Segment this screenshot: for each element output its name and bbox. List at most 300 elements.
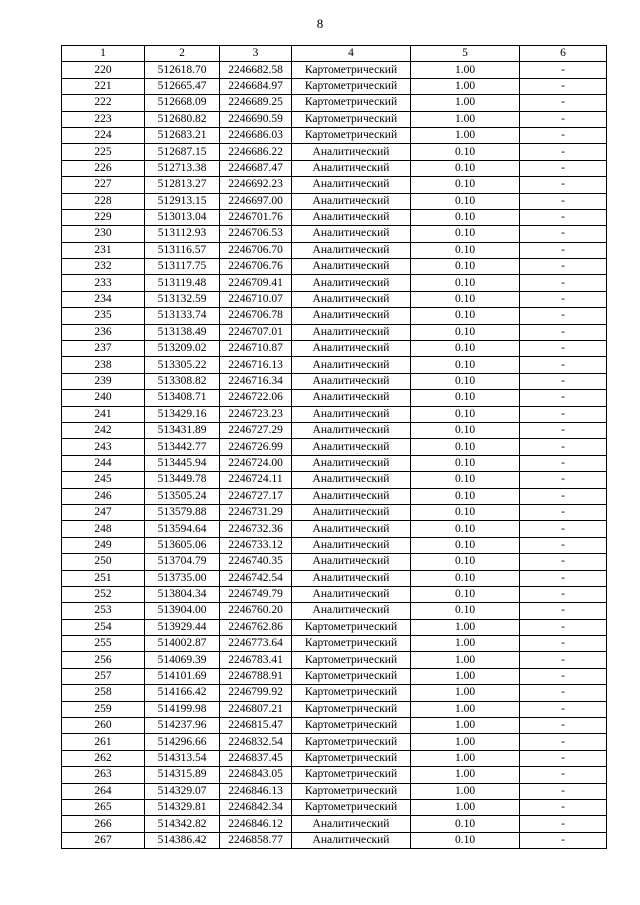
table-row [62, 406, 607, 422]
note-cell: - [520, 767, 607, 783]
x-coordinate-cell: 513594.64 [145, 521, 220, 537]
y-coordinate-cell: 2246724.11 [220, 472, 292, 488]
method-cell: Аналитический [292, 226, 411, 242]
y-coordinate-cell: 2246716.34 [220, 373, 292, 389]
y-coordinate-cell: 2246722.06 [220, 390, 292, 406]
y-coordinate-cell: 2246832.54 [220, 734, 292, 750]
note-cell: - [520, 652, 607, 668]
note-cell: - [520, 291, 607, 307]
x-coordinate-cell: 512680.82 [145, 111, 220, 127]
y-coordinate-cell: 2246723.23 [220, 406, 292, 422]
table-header [62, 46, 607, 62]
y-coordinate-cell: 2246843.05 [220, 767, 292, 783]
table-row [62, 111, 607, 127]
point-number-cell: 224 [62, 127, 145, 143]
method-cell: Аналитический [292, 504, 411, 520]
table-row [62, 324, 607, 340]
y-coordinate-cell: 2246842.34 [220, 799, 292, 815]
y-coordinate-cell: 2246690.59 [220, 111, 292, 127]
table-body [62, 62, 607, 849]
x-coordinate-cell: 513442.77 [145, 439, 220, 455]
point-number-cell: 220 [62, 62, 145, 78]
table-row [62, 472, 607, 488]
method-cell: Аналитический [292, 406, 411, 422]
method-cell: Картометрический [292, 701, 411, 717]
table-row [62, 62, 607, 78]
note-cell: - [520, 750, 607, 766]
y-coordinate-cell: 2246706.76 [220, 259, 292, 275]
method-cell: Аналитический [292, 488, 411, 504]
note-cell: - [520, 701, 607, 717]
table-row [62, 144, 607, 160]
note-cell: - [520, 308, 607, 324]
note-cell: - [520, 832, 607, 848]
method-cell: Картометрический [292, 62, 411, 78]
method-cell: Аналитический [292, 554, 411, 570]
point-number-cell: 231 [62, 242, 145, 258]
note-cell: - [520, 144, 607, 160]
method-cell: Картометрический [292, 652, 411, 668]
point-number-cell: 265 [62, 799, 145, 815]
table-row [62, 668, 607, 684]
note-cell: - [520, 160, 607, 176]
y-coordinate-cell: 2246716.13 [220, 357, 292, 373]
accuracy-cell: 0.10 [411, 570, 520, 586]
point-number-cell: 249 [62, 537, 145, 553]
x-coordinate-cell: 513804.34 [145, 586, 220, 602]
y-coordinate-cell: 2246733.12 [220, 537, 292, 553]
accuracy-cell: 1.00 [411, 111, 520, 127]
method-cell: Картометрический [292, 718, 411, 734]
table-row [62, 193, 607, 209]
point-number-cell: 236 [62, 324, 145, 340]
note-cell: - [520, 799, 607, 815]
note-cell: - [520, 537, 607, 553]
x-coordinate-cell: 512687.15 [145, 144, 220, 160]
method-cell: Аналитический [292, 209, 411, 225]
accuracy-cell: 0.10 [411, 341, 520, 357]
y-coordinate-cell: 2246706.53 [220, 226, 292, 242]
accuracy-cell: 0.10 [411, 275, 520, 291]
table-row [62, 799, 607, 815]
method-cell: Аналитический [292, 193, 411, 209]
accuracy-cell: 0.10 [411, 554, 520, 570]
point-number-cell: 267 [62, 832, 145, 848]
y-coordinate-cell: 2246773.64 [220, 636, 292, 652]
note-cell: - [520, 78, 607, 94]
y-coordinate-cell: 2246799.92 [220, 685, 292, 701]
x-coordinate-cell: 513112.93 [145, 226, 220, 242]
point-number-cell: 232 [62, 259, 145, 275]
accuracy-cell: 0.10 [411, 504, 520, 520]
note-cell: - [520, 324, 607, 340]
accuracy-cell: 0.10 [411, 160, 520, 176]
method-cell: Аналитический [292, 324, 411, 340]
note-cell: - [520, 422, 607, 438]
x-coordinate-cell: 513449.78 [145, 472, 220, 488]
accuracy-cell: 1.00 [411, 799, 520, 815]
accuracy-cell: 1.00 [411, 767, 520, 783]
y-coordinate-cell: 2246710.07 [220, 291, 292, 307]
table-row [62, 160, 607, 176]
point-number-cell: 246 [62, 488, 145, 504]
method-cell: Аналитический [292, 291, 411, 307]
note-cell: - [520, 127, 607, 143]
x-coordinate-cell: 512713.38 [145, 160, 220, 176]
point-number-cell: 252 [62, 586, 145, 602]
x-coordinate-cell: 512668.09 [145, 95, 220, 111]
point-number-cell: 229 [62, 209, 145, 225]
x-coordinate-cell: 514199.98 [145, 701, 220, 717]
x-coordinate-cell: 513138.49 [145, 324, 220, 340]
table-row [62, 619, 607, 635]
point-number-cell: 225 [62, 144, 145, 160]
table-row [62, 275, 607, 291]
method-cell: Аналитический [292, 455, 411, 471]
x-coordinate-cell: 514329.81 [145, 799, 220, 815]
method-cell: Картометрический [292, 783, 411, 799]
accuracy-cell: 1.00 [411, 62, 520, 78]
table-row [62, 521, 607, 537]
x-coordinate-cell: 513209.02 [145, 341, 220, 357]
accuracy-cell: 1.00 [411, 636, 520, 652]
note-cell: - [520, 521, 607, 537]
method-cell: Аналитический [292, 586, 411, 602]
note-cell: - [520, 62, 607, 78]
table-row [62, 341, 607, 357]
accuracy-cell: 0.10 [411, 226, 520, 242]
x-coordinate-cell: 513704.79 [145, 554, 220, 570]
accuracy-cell: 1.00 [411, 734, 520, 750]
accuracy-cell: 0.10 [411, 209, 520, 225]
x-coordinate-cell: 513429.16 [145, 406, 220, 422]
point-number-cell: 242 [62, 422, 145, 438]
accuracy-cell: 1.00 [411, 619, 520, 635]
y-coordinate-cell: 2246742.54 [220, 570, 292, 586]
point-number-cell: 266 [62, 816, 145, 832]
y-coordinate-cell: 2246689.25 [220, 95, 292, 111]
accuracy-cell: 0.10 [411, 308, 520, 324]
table-row [62, 439, 607, 455]
y-coordinate-cell: 2246727.29 [220, 422, 292, 438]
point-number-cell: 234 [62, 291, 145, 307]
y-coordinate-cell: 2246837.45 [220, 750, 292, 766]
method-cell: Картометрический [292, 799, 411, 815]
accuracy-cell: 1.00 [411, 718, 520, 734]
note-cell: - [520, 111, 607, 127]
accuracy-cell: 1.00 [411, 783, 520, 799]
x-coordinate-cell: 512813.27 [145, 177, 220, 193]
x-coordinate-cell: 514313.54 [145, 750, 220, 766]
table-row [62, 816, 607, 832]
method-cell: Аналитический [292, 390, 411, 406]
method-cell: Аналитический [292, 357, 411, 373]
x-coordinate-cell: 514342.82 [145, 816, 220, 832]
method-cell: Аналитический [292, 439, 411, 455]
note-cell: - [520, 373, 607, 389]
x-coordinate-cell: 513119.48 [145, 275, 220, 291]
accuracy-cell: 0.10 [411, 455, 520, 471]
accuracy-cell: 0.10 [411, 373, 520, 389]
column-header: 6 [520, 46, 607, 62]
y-coordinate-cell: 2246706.78 [220, 308, 292, 324]
y-coordinate-cell: 2246749.79 [220, 586, 292, 602]
x-coordinate-cell: 514386.42 [145, 832, 220, 848]
point-number-cell: 239 [62, 373, 145, 389]
method-cell: Картометрический [292, 619, 411, 635]
note-cell: - [520, 570, 607, 586]
accuracy-cell: 0.10 [411, 472, 520, 488]
y-coordinate-cell: 2246807.21 [220, 701, 292, 717]
x-coordinate-cell: 513929.44 [145, 619, 220, 635]
y-coordinate-cell: 2246858.77 [220, 832, 292, 848]
note-cell: - [520, 472, 607, 488]
method-cell: Картометрический [292, 750, 411, 766]
y-coordinate-cell: 2246740.35 [220, 554, 292, 570]
point-number-cell: 262 [62, 750, 145, 766]
accuracy-cell: 1.00 [411, 750, 520, 766]
method-cell: Картометрический [292, 767, 411, 783]
accuracy-cell: 0.10 [411, 406, 520, 422]
x-coordinate-cell: 512683.21 [145, 127, 220, 143]
table-row [62, 750, 607, 766]
column-header: 2 [145, 46, 220, 62]
accuracy-cell: 0.10 [411, 291, 520, 307]
column-header: 1 [62, 46, 145, 62]
point-number-cell: 248 [62, 521, 145, 537]
x-coordinate-cell: 512618.70 [145, 62, 220, 78]
y-coordinate-cell: 2246815.47 [220, 718, 292, 734]
y-coordinate-cell: 2246706.70 [220, 242, 292, 258]
header-row [62, 46, 607, 62]
method-cell: Аналитический [292, 472, 411, 488]
method-cell: Картометрический [292, 111, 411, 127]
x-coordinate-cell: 513431.89 [145, 422, 220, 438]
table-row [62, 767, 607, 783]
x-coordinate-cell: 513904.00 [145, 603, 220, 619]
y-coordinate-cell: 2246684.97 [220, 78, 292, 94]
accuracy-cell: 0.10 [411, 193, 520, 209]
note-cell: - [520, 603, 607, 619]
note-cell: - [520, 455, 607, 471]
y-coordinate-cell: 2246686.03 [220, 127, 292, 143]
x-coordinate-cell: 513308.82 [145, 373, 220, 389]
note-cell: - [520, 275, 607, 291]
y-coordinate-cell: 2246726.99 [220, 439, 292, 455]
x-coordinate-cell: 514329.07 [145, 783, 220, 799]
method-cell: Аналитический [292, 816, 411, 832]
accuracy-cell: 0.10 [411, 357, 520, 373]
method-cell: Аналитический [292, 242, 411, 258]
note-cell: - [520, 439, 607, 455]
y-coordinate-cell: 2246732.36 [220, 521, 292, 537]
table-row [62, 78, 607, 94]
note-cell: - [520, 668, 607, 684]
table-row [62, 308, 607, 324]
accuracy-cell: 0.10 [411, 586, 520, 602]
table-row [62, 291, 607, 307]
method-cell: Аналитический [292, 537, 411, 553]
note-cell: - [520, 226, 607, 242]
note-cell: - [520, 242, 607, 258]
column-header: 4 [292, 46, 411, 62]
x-coordinate-cell: 512913.15 [145, 193, 220, 209]
point-number-cell: 260 [62, 718, 145, 734]
note-cell: - [520, 193, 607, 209]
accuracy-cell: 0.10 [411, 324, 520, 340]
table-row [62, 488, 607, 504]
y-coordinate-cell: 2246709.41 [220, 275, 292, 291]
accuracy-cell: 1.00 [411, 95, 520, 111]
accuracy-cell: 0.10 [411, 603, 520, 619]
y-coordinate-cell: 2246788.91 [220, 668, 292, 684]
method-cell: Аналитический [292, 422, 411, 438]
point-number-cell: 258 [62, 685, 145, 701]
method-cell: Аналитический [292, 275, 411, 291]
y-coordinate-cell: 2246724.00 [220, 455, 292, 471]
method-cell: Аналитический [292, 521, 411, 537]
y-coordinate-cell: 2246682.58 [220, 62, 292, 78]
note-cell: - [520, 95, 607, 111]
method-cell: Аналитический [292, 160, 411, 176]
x-coordinate-cell: 513132.59 [145, 291, 220, 307]
point-number-cell: 264 [62, 783, 145, 799]
x-coordinate-cell: 513735.00 [145, 570, 220, 586]
accuracy-cell: 0.10 [411, 439, 520, 455]
y-coordinate-cell: 2246701.76 [220, 209, 292, 225]
point-number-cell: 254 [62, 619, 145, 635]
y-coordinate-cell: 2246686.22 [220, 144, 292, 160]
accuracy-cell: 0.10 [411, 259, 520, 275]
table-row [62, 685, 607, 701]
y-coordinate-cell: 2246846.13 [220, 783, 292, 799]
x-coordinate-cell: 514069.39 [145, 652, 220, 668]
x-coordinate-cell: 512665.47 [145, 78, 220, 94]
accuracy-cell: 0.10 [411, 488, 520, 504]
x-coordinate-cell: 514237.96 [145, 718, 220, 734]
point-number-cell: 255 [62, 636, 145, 652]
x-coordinate-cell: 513605.06 [145, 537, 220, 553]
method-cell: Аналитический [292, 570, 411, 586]
note-cell: - [520, 406, 607, 422]
note-cell: - [520, 685, 607, 701]
accuracy-cell: 0.10 [411, 177, 520, 193]
point-number-cell: 223 [62, 111, 145, 127]
table-row [62, 586, 607, 602]
method-cell: Аналитический [292, 259, 411, 275]
x-coordinate-cell: 514296.66 [145, 734, 220, 750]
point-number-cell: 240 [62, 390, 145, 406]
table-row [62, 177, 607, 193]
y-coordinate-cell: 2246697.00 [220, 193, 292, 209]
note-cell: - [520, 554, 607, 570]
table-row [62, 554, 607, 570]
y-coordinate-cell: 2246760.20 [220, 603, 292, 619]
column-header: 5 [411, 46, 520, 62]
accuracy-cell: 0.10 [411, 521, 520, 537]
point-number-cell: 247 [62, 504, 145, 520]
table-row [62, 832, 607, 848]
x-coordinate-cell: 513133.74 [145, 308, 220, 324]
point-number-cell: 250 [62, 554, 145, 570]
method-cell: Картометрический [292, 685, 411, 701]
point-number-cell: 259 [62, 701, 145, 717]
table-row [62, 652, 607, 668]
accuracy-cell: 1.00 [411, 668, 520, 684]
point-number-cell: 241 [62, 406, 145, 422]
table-row [62, 127, 607, 143]
x-coordinate-cell: 513445.94 [145, 455, 220, 471]
accuracy-cell: 0.10 [411, 144, 520, 160]
x-coordinate-cell: 513117.75 [145, 259, 220, 275]
method-cell: Аналитический [292, 144, 411, 160]
x-coordinate-cell: 513305.22 [145, 357, 220, 373]
note-cell: - [520, 636, 607, 652]
table-row [62, 570, 607, 586]
accuracy-cell: 0.10 [411, 832, 520, 848]
note-cell: - [520, 619, 607, 635]
y-coordinate-cell: 2246727.17 [220, 488, 292, 504]
point-number-cell: 235 [62, 308, 145, 324]
table-row [62, 537, 607, 553]
accuracy-cell: 0.10 [411, 390, 520, 406]
table-row [62, 783, 607, 799]
note-cell: - [520, 816, 607, 832]
point-number-cell: 263 [62, 767, 145, 783]
note-cell: - [520, 783, 607, 799]
y-coordinate-cell: 2246846.12 [220, 816, 292, 832]
note-cell: - [520, 718, 607, 734]
note-cell: - [520, 586, 607, 602]
x-coordinate-cell: 513579.88 [145, 504, 220, 520]
point-number-cell: 237 [62, 341, 145, 357]
column-header: 3 [220, 46, 292, 62]
coordinates-table [61, 45, 607, 849]
x-coordinate-cell: 513116.57 [145, 242, 220, 258]
x-coordinate-cell: 514166.42 [145, 685, 220, 701]
accuracy-cell: 0.10 [411, 537, 520, 553]
note-cell: - [520, 209, 607, 225]
method-cell: Аналитический [292, 603, 411, 619]
point-number-cell: 233 [62, 275, 145, 291]
table-row [62, 701, 607, 717]
x-coordinate-cell: 513013.04 [145, 209, 220, 225]
note-cell: - [520, 357, 607, 373]
point-number-cell: 230 [62, 226, 145, 242]
point-number-cell: 244 [62, 455, 145, 471]
method-cell: Аналитический [292, 177, 411, 193]
accuracy-cell: 1.00 [411, 652, 520, 668]
point-number-cell: 257 [62, 668, 145, 684]
accuracy-cell: 0.10 [411, 422, 520, 438]
table-row [62, 373, 607, 389]
table-row [62, 422, 607, 438]
note-cell: - [520, 177, 607, 193]
method-cell: Картометрический [292, 95, 411, 111]
table-row [62, 734, 607, 750]
point-number-cell: 228 [62, 193, 145, 209]
method-cell: Аналитический [292, 308, 411, 324]
method-cell: Картометрический [292, 127, 411, 143]
y-coordinate-cell: 2246762.86 [220, 619, 292, 635]
table-row [62, 636, 607, 652]
x-coordinate-cell: 513505.24 [145, 488, 220, 504]
y-coordinate-cell: 2246692.23 [220, 177, 292, 193]
accuracy-cell: 1.00 [411, 685, 520, 701]
table-row [62, 209, 607, 225]
table-row [62, 95, 607, 111]
point-number-cell: 245 [62, 472, 145, 488]
